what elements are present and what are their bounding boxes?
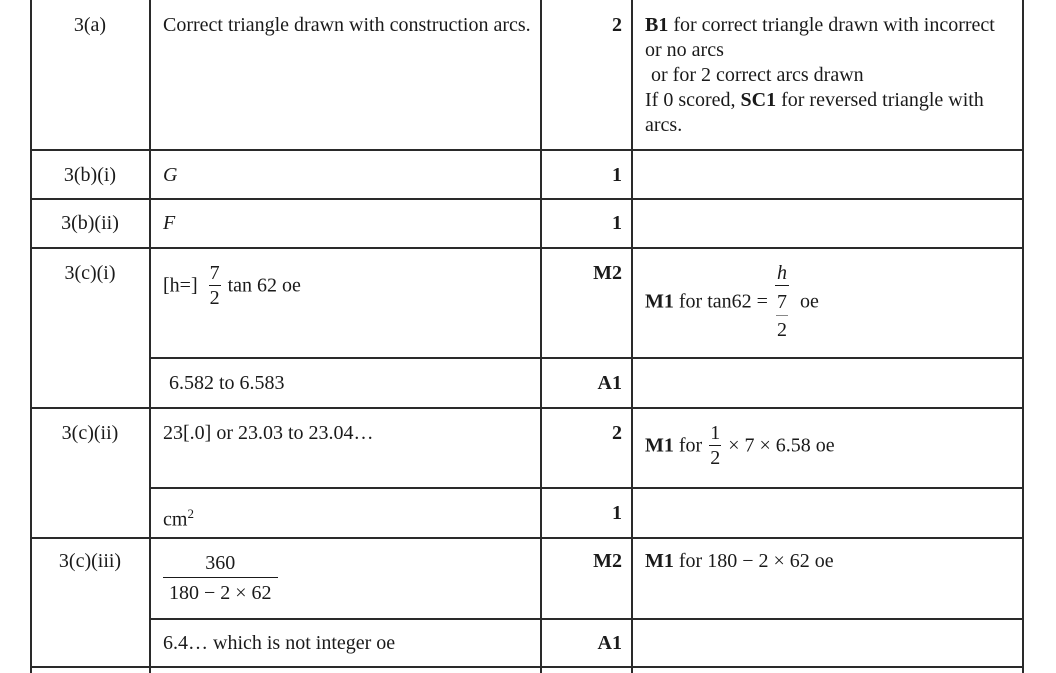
- answer-cell: G: [163, 164, 178, 186]
- marks-cell: 1: [612, 502, 622, 524]
- guidance-text: for correct triangle drawn with incorrect or no arcs: [645, 14, 995, 61]
- mark-code: M1: [645, 550, 674, 572]
- answer-cell: 23[.0] or 23.03 to 23.04…: [163, 422, 374, 444]
- question-number: 3(b)(ii): [61, 212, 119, 234]
- answer-cell: F: [163, 212, 176, 234]
- answer-cell: [163, 263, 301, 308]
- marks-cell: A1: [597, 632, 622, 654]
- answer-prefix: [h=]: [163, 274, 198, 297]
- fraction-denominator: 2: [776, 319, 787, 341]
- fraction-denominator: 180 − 2 × 62: [169, 582, 272, 604]
- column-divider: [631, 0, 633, 673]
- guidance-text: for reversed triangle with arcs.: [645, 89, 984, 136]
- fraction: [775, 263, 789, 340]
- question-number: 3(c)(i): [64, 262, 116, 284]
- column-divider: [149, 0, 151, 673]
- question-number: 3(b)(i): [63, 164, 117, 186]
- row-divider: [30, 247, 1024, 249]
- marks-cell: 2: [612, 422, 622, 444]
- mark-code: M1: [645, 434, 674, 457]
- guidance-cell: [645, 549, 834, 574]
- unit-text: cm: [163, 508, 188, 531]
- row-divider: [30, 537, 1024, 539]
- guidance-text: If 0 scored,: [645, 89, 741, 111]
- question-number: 3(c)(ii): [61, 422, 119, 444]
- marks-cell: A1: [597, 372, 622, 394]
- fraction-denominator: 2: [209, 287, 220, 309]
- answer-cell: Correct triangle drawn with construction arcs.: [163, 14, 531, 36]
- marks-cell: 2: [612, 14, 622, 36]
- fraction-denominator: 2: [710, 447, 721, 469]
- row-divider: [30, 666, 1024, 668]
- fraction-numerator: 7: [776, 292, 788, 316]
- answer-cell: [163, 553, 278, 603]
- question-number: 3(c)(iii): [58, 550, 122, 572]
- marks-cell: 1: [612, 212, 622, 234]
- fraction: [163, 553, 278, 603]
- fraction: [209, 263, 221, 308]
- row-divider: [149, 487, 1024, 489]
- mark-code: SC1: [740, 89, 777, 111]
- mark-code: B1: [645, 14, 669, 36]
- fraction-numerator: 1: [710, 422, 721, 444]
- guidance-text: for 180 − 2 × 62 oe: [678, 550, 834, 572]
- fraction-numerator: 7: [209, 262, 220, 284]
- row-divider: [30, 407, 1024, 409]
- guidance-text: oe: [799, 290, 819, 313]
- marks-cell: M2: [593, 550, 622, 572]
- unit-superscript: 2: [187, 506, 194, 521]
- guidance-cell: [645, 263, 819, 340]
- column-divider: [540, 0, 542, 673]
- answer-cell: 6.582 to 6.583: [169, 372, 285, 394]
- fraction-numerator: h: [776, 262, 787, 284]
- row-divider: [30, 149, 1024, 151]
- question-number: 3(a): [73, 14, 107, 36]
- guidance-text: for tan62 =: [678, 290, 768, 313]
- answer-suffix: tan 62 oe: [227, 274, 301, 297]
- fraction: [709, 423, 721, 468]
- fraction-denominator: [775, 286, 789, 340]
- row-divider: [149, 618, 1024, 620]
- mark-code: M1: [645, 290, 674, 313]
- inner-fraction: [776, 292, 788, 340]
- guidance-text: or for 2 correct arcs drawn: [651, 64, 864, 86]
- marks-cell: 1: [612, 164, 622, 186]
- guidance-text: for: [678, 434, 703, 457]
- guidance-cell: [645, 423, 835, 468]
- row-divider: [149, 357, 1024, 359]
- fraction-numerator: 360: [163, 553, 278, 578]
- answer-cell: [163, 501, 194, 533]
- guidance-text: × 7 × 6.58 oe: [728, 434, 835, 457]
- row-divider: [30, 198, 1024, 200]
- answer-cell: 6.4… which is not integer oe: [163, 632, 396, 654]
- marks-cell: M2: [593, 262, 622, 284]
- guidance-cell: [645, 13, 1015, 138]
- table-border-right: [1022, 0, 1024, 673]
